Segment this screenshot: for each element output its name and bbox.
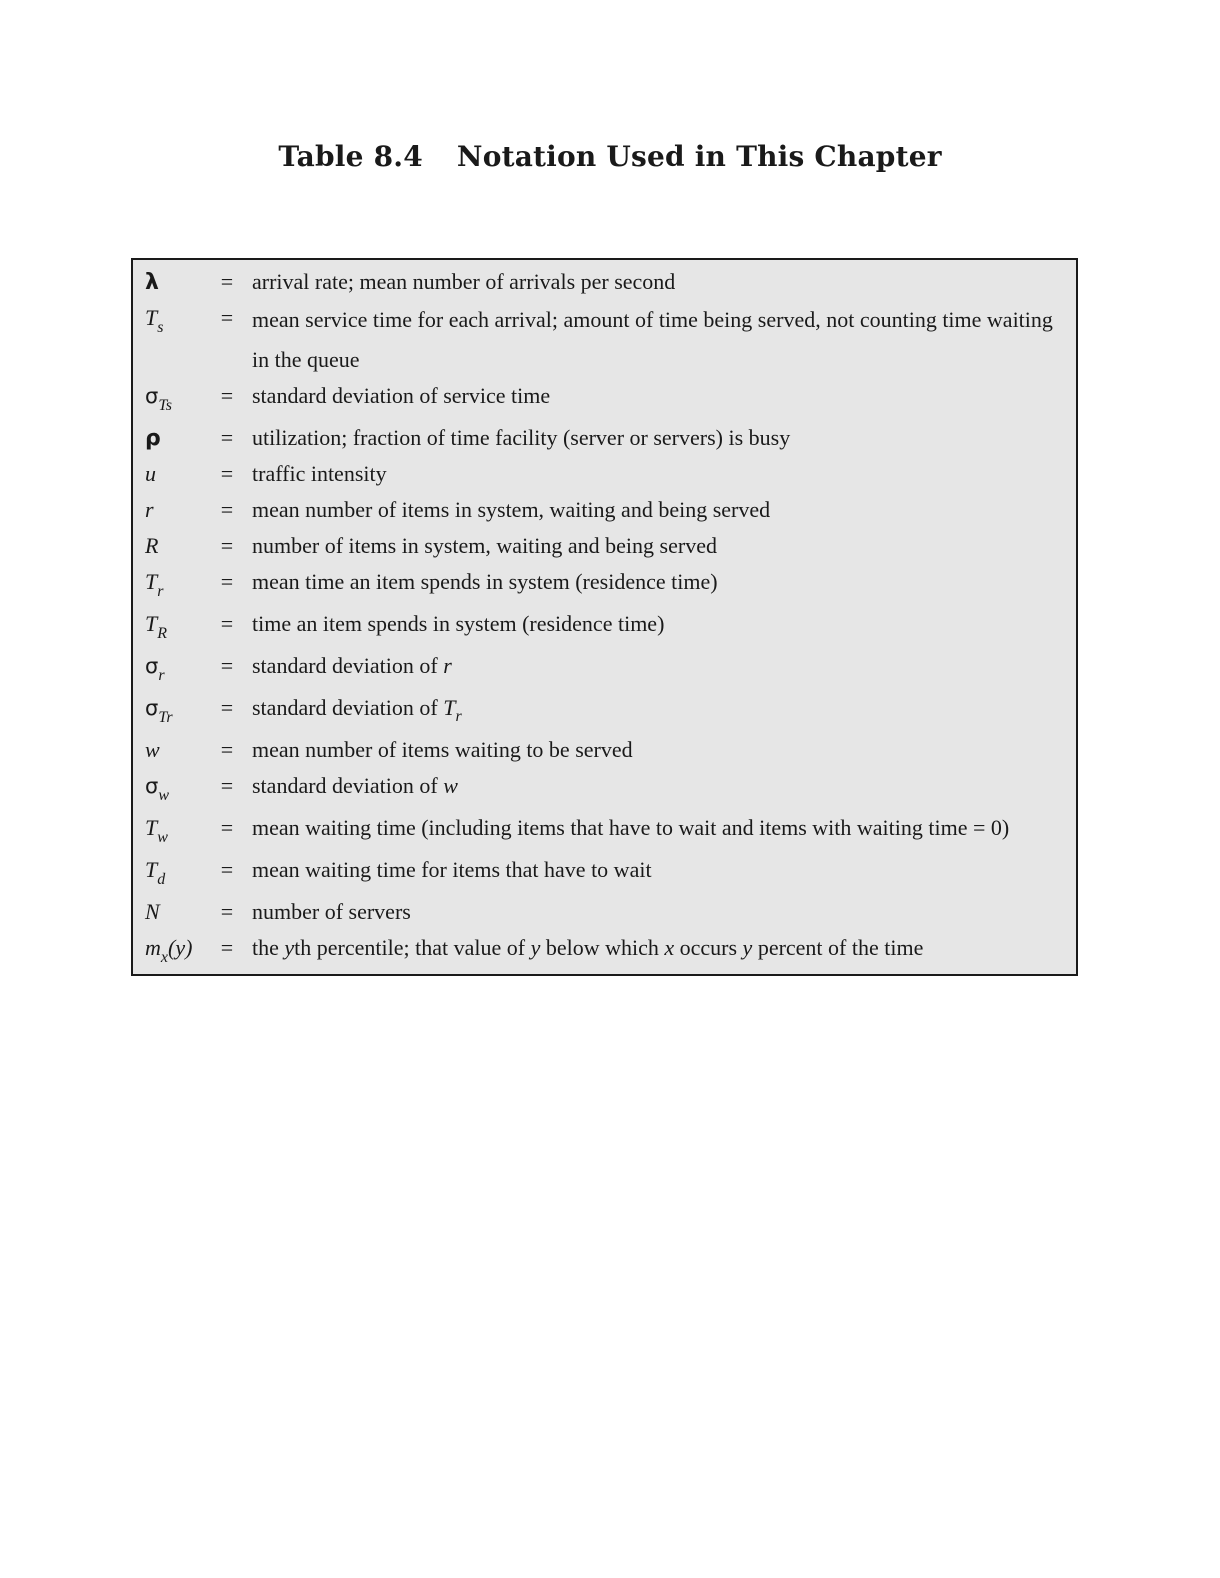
notation-definition: arrival rate; mean number of arrivals per second [252,269,676,294]
notation-symbol: u [145,461,156,486]
equals-sign: = [220,305,234,330]
equals-sign: = [220,611,234,636]
notation-definition: utilization; fraction of time facility (server or servers) is busy [252,425,791,450]
notation-symbol: w [145,737,160,762]
notation-row-sigma-ts [145,378,1068,420]
notation-definition: mean waiting time (including items that have to wait and items with waiting time = 0) [252,815,1010,840]
notation-definition: mean number of items in system, waiting and being served [252,497,771,522]
equals-sign: = [220,935,234,960]
notation-definition: number of items in system, waiting and being served [252,533,717,558]
notation-definition: mean time an item spends in system (residence time) [252,569,718,594]
notation-definition: standard deviation of r [252,653,452,678]
equals-sign: = [220,899,234,924]
notation-symbol: $T_d$ [145,857,166,888]
notation-symbol: $\sigma_w$ [145,774,169,804]
notation-row-percentile [145,930,1068,966]
notation-symbol: λ [145,270,159,295]
notation-table [131,258,1078,976]
notation-symbol: $\sigma_{Ts}$ [145,384,172,414]
equals-sign: = [220,653,234,678]
equals-sign: = [220,533,234,558]
notation-row-w [145,732,1068,768]
notation-row-u [145,456,1068,492]
notation-symbol: $m_x(y)$ [145,935,193,966]
notation-symbol: R [145,533,159,558]
notation-definition: number of servers [252,899,411,924]
notation-symbol: $T_s$ [145,305,164,336]
notation-row-r [145,492,1068,528]
equals-sign: = [220,461,234,486]
notation-symbol: r [145,497,154,522]
notation-definition: time an item spends in system (residence time) [252,611,665,636]
equals-sign: = [220,815,234,840]
notation-symbol: $T_w$ [145,815,168,846]
equals-sign: = [220,383,234,408]
notation-symbol: $T_R$ [145,611,168,642]
notation-row-sigma-tr [145,690,1068,732]
notation-row-sigma-w [145,768,1068,810]
equals-sign: = [220,737,234,762]
table-number: Table 8.4 [278,140,423,173]
equals-sign: = [220,773,234,798]
notation-row-lambda [145,264,1068,300]
notation-row-td [145,852,1068,894]
equals-sign: = [220,695,234,720]
table-title: Notation Used in This Chapter [456,140,942,173]
notation-symbol: N [145,899,160,924]
notation-row-n [145,894,1068,930]
notation-symbol: $\sigma_r$ [145,654,165,684]
notation-row-big-r [145,528,1068,564]
notation-symbol: $\sigma_{Tr}$ [145,696,173,726]
notation-definition: mean waiting time for items that have to wait [252,857,652,882]
equals-sign: = [220,497,234,522]
notation-row-tw [145,810,1068,852]
notation-definition: standard deviation of w [252,773,458,798]
notation-definition: standard deviation of service time [252,383,551,408]
notation-symbol: ρ [145,426,161,451]
equals-sign: = [220,569,234,594]
notation-definition: traffic intensity [252,461,387,486]
notation-row-ts [145,300,1068,378]
notation-definition: mean number of items waiting to be served [252,737,633,762]
notation-row-sigma-r [145,648,1068,690]
equals-sign: = [220,269,234,294]
notation-definition: the yth percentile; that value of y below which x occurs y percent of the time [252,935,924,960]
notation-definition: standard deviation of $T_r$ [252,695,462,725]
equals-sign: = [220,425,234,450]
notation-row-tr [145,564,1068,606]
notation-row-rho [145,420,1068,456]
notation-symbol: $T_r$ [145,569,164,600]
notation-row-t-big-r [145,606,1068,648]
equals-sign: = [220,857,234,882]
table-caption [0,140,1220,173]
notation-definition: mean service time for each arrival; amount of time being served, not counting time waiting in the queue [252,307,1053,372]
